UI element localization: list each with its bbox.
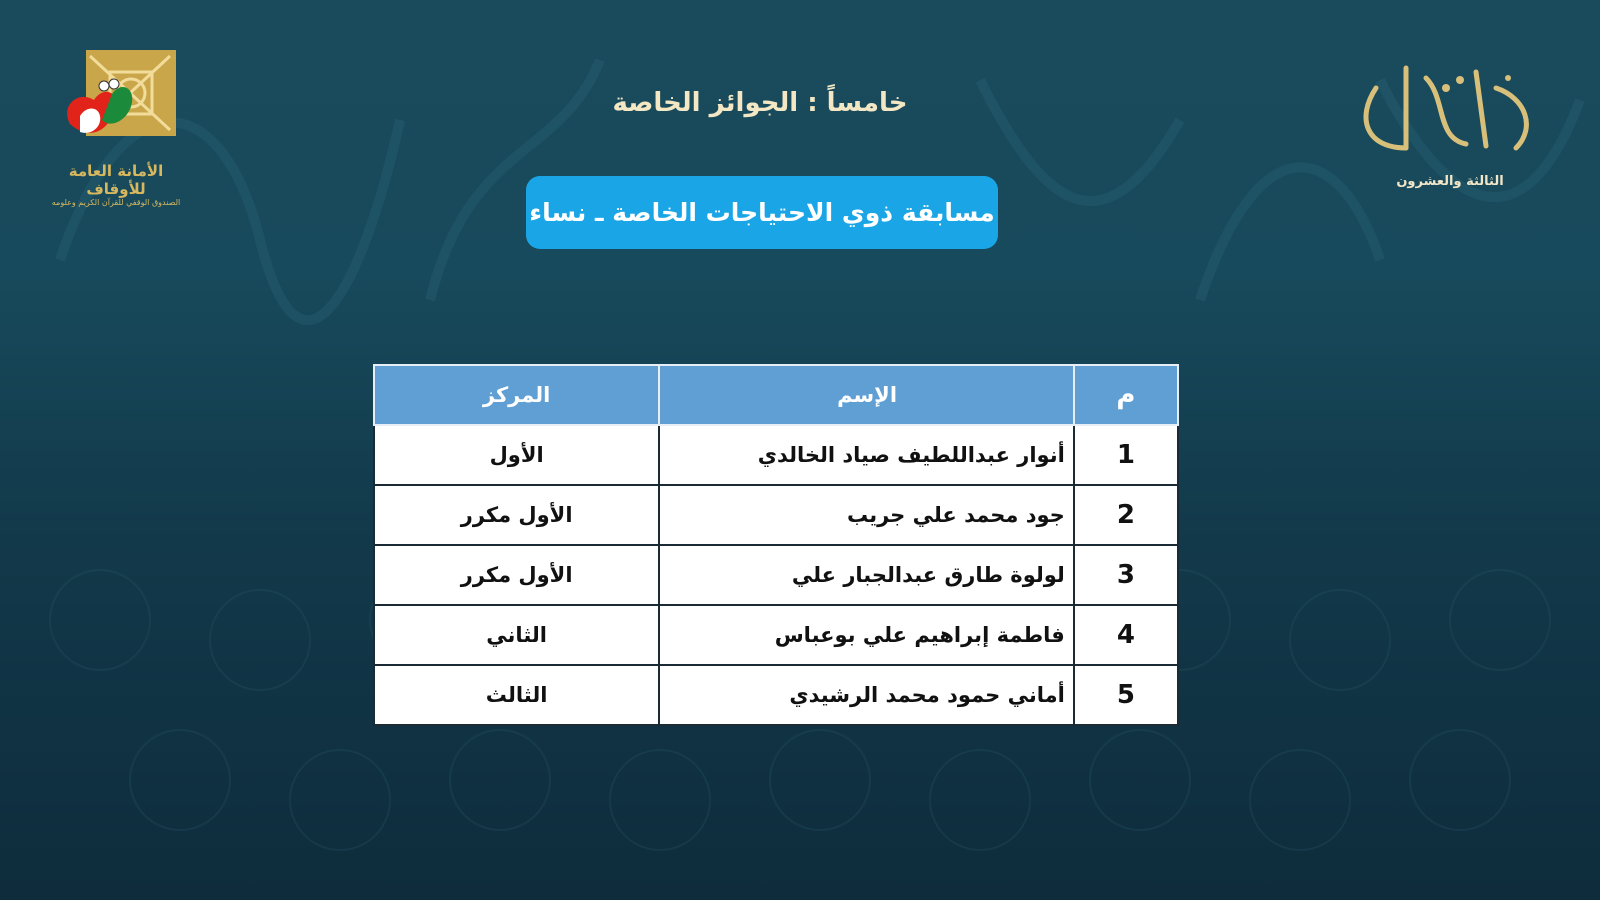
table-row: [374, 485, 1178, 545]
row-rank: الأول: [374, 425, 659, 485]
row-name: فاطمة إبراهيم علي بوعباس: [659, 605, 1074, 665]
winners-table: [373, 364, 1179, 726]
competition-calligraphy-logo: [1336, 58, 1550, 168]
awqaf-org-subtitle: الصندوق الوقفي للقرآن الكريم وعلومه: [51, 198, 181, 207]
row-rank: الأول مكرر: [374, 545, 659, 605]
category-banner-label: مسابقة ذوي الاحتياجات الخاصة ـ نساء: [529, 198, 995, 227]
competition-edition: الثالثة والعشرون: [1396, 174, 1504, 189]
row-number: 1: [1074, 425, 1178, 485]
table-row: [374, 605, 1178, 665]
row-number: 5: [1074, 665, 1178, 725]
header-name: الإسم: [659, 365, 1074, 425]
table-row: [374, 545, 1178, 605]
row-rank: الأول مكرر: [374, 485, 659, 545]
row-name: أماني حمود محمد الرشيدي: [659, 665, 1074, 725]
table-row: [374, 665, 1178, 725]
page-title: خامساً : الجوائز الخاصة: [612, 88, 908, 118]
header-rank: المركز: [374, 365, 659, 425]
table-row: [374, 425, 1178, 485]
row-name: لولوة طارق عبدالجبار علي: [659, 545, 1074, 605]
category-banner: [526, 176, 998, 249]
row-rank: الثاني: [374, 605, 659, 665]
awqaf-logo-text: [46, 162, 186, 208]
row-number: 4: [1074, 605, 1178, 665]
awqaf-org-name: الأمانة العامة للأوقاف: [68, 162, 164, 198]
row-name: جود محمد علي جريب: [659, 485, 1074, 545]
row-rank: الثالث: [374, 665, 659, 725]
row-name: أنوار عبداللطيف صياد الخالدي: [659, 425, 1074, 485]
row-number: 2: [1074, 485, 1178, 545]
table-header-row: [374, 365, 1178, 425]
header-number: م: [1074, 365, 1178, 425]
row-number: 3: [1074, 545, 1178, 605]
